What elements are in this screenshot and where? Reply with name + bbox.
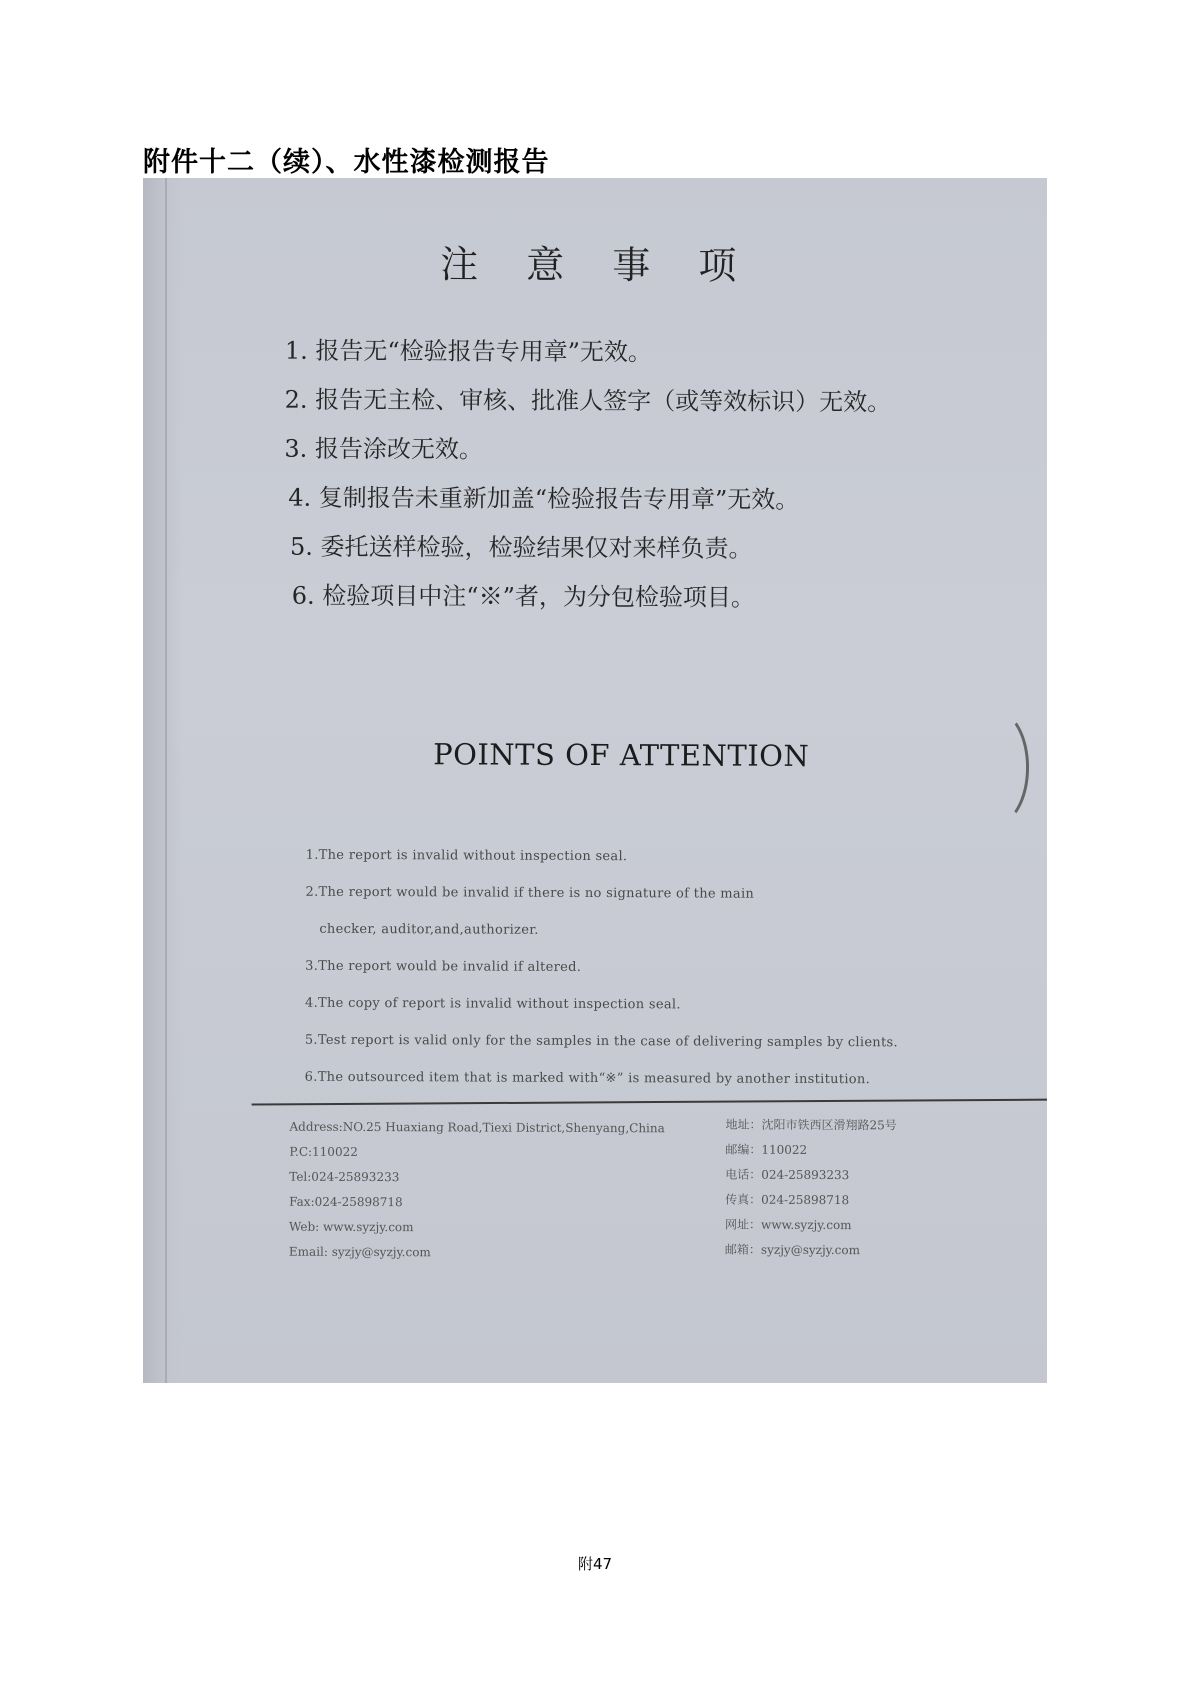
- cn-notice-item: 2. 报告无主检、审核、批准人签字（或等效标识）无效。: [284, 385, 892, 417]
- en-notice-item: 3.The report would be invalid if altered.: [305, 958, 582, 975]
- document-heading: 附件十二（续）、水性漆检测报告: [143, 147, 550, 178]
- footer-divider: [252, 1098, 1047, 1105]
- report-photo: [143, 178, 1047, 1383]
- cn-notice-item: 3. 报告涂改无效。: [284, 434, 484, 464]
- en-title: POINTS OF ATTENTION: [433, 737, 810, 773]
- contact-line: Web: www.syzjy.com: [289, 1219, 414, 1235]
- cn-title: 注 意 事 项: [440, 242, 755, 288]
- contact-line: 电话：024-25893233: [725, 1167, 850, 1183]
- contact-line: 地址：沈阳市铁西区滑翔路25号: [725, 1117, 897, 1133]
- cn-notice-item: 5. 委托送样检验，检验结果仅对来样负责。: [289, 532, 753, 563]
- contact-line: Fax:024-25898718: [289, 1194, 403, 1210]
- contact-line: 传真：024-25898718: [725, 1192, 850, 1208]
- page-number: 附47: [577, 1555, 613, 1573]
- en-notice-item-continuation: checker, auditor,and,authorizer.: [319, 921, 539, 938]
- cn-notice-list: [284, 327, 892, 624]
- contact-line: Email: syzjy@syzjy.com: [288, 1244, 431, 1260]
- cn-notice-item: 1. 报告无“检验报告专用章”无效。: [284, 336, 653, 367]
- contact-line: 邮编：110022: [725, 1142, 808, 1157]
- en-notice-item: 6.The outsourced item that is marked with“※” is measured by another institution.: [304, 1069, 871, 1088]
- report-sheet: [143, 178, 1047, 1383]
- contact-line: P.C:110022: [289, 1144, 358, 1159]
- seal-edge-mark: [963, 710, 1030, 826]
- contact-info-en: [289, 1115, 665, 1267]
- contact-line: 网址：www.syzjy.com: [725, 1217, 852, 1233]
- en-notice-item: 2.The report would be invalid if there is no signature of the main: [305, 884, 755, 902]
- cn-notice-item: 6. 检验项目中注“※”者，为分包检验项目。: [291, 581, 755, 612]
- contact-line: Address:NO.25 Huaxiang Road,Tiexi District,Shenyang,China: [289, 1119, 665, 1136]
- en-notice-item: 5.Test report is valid only for the samples in the case of delivering samples by clients.: [304, 1032, 898, 1051]
- contact-info-cn: [725, 1113, 897, 1264]
- cn-notice-item: 4. 复制报告未重新加盖“检验报告专用章”无效。: [288, 483, 800, 514]
- contact-line: Tel:024-25893233: [289, 1169, 400, 1185]
- en-notice-item: 1.The report is invalid without inspection seal.: [305, 847, 628, 865]
- en-notice-item: 4.The copy of report is invalid without inspection seal.: [304, 995, 681, 1013]
- contact-line: 邮箱：syzjy@syzjy.com: [724, 1242, 861, 1258]
- en-notice-list: [305, 837, 899, 1099]
